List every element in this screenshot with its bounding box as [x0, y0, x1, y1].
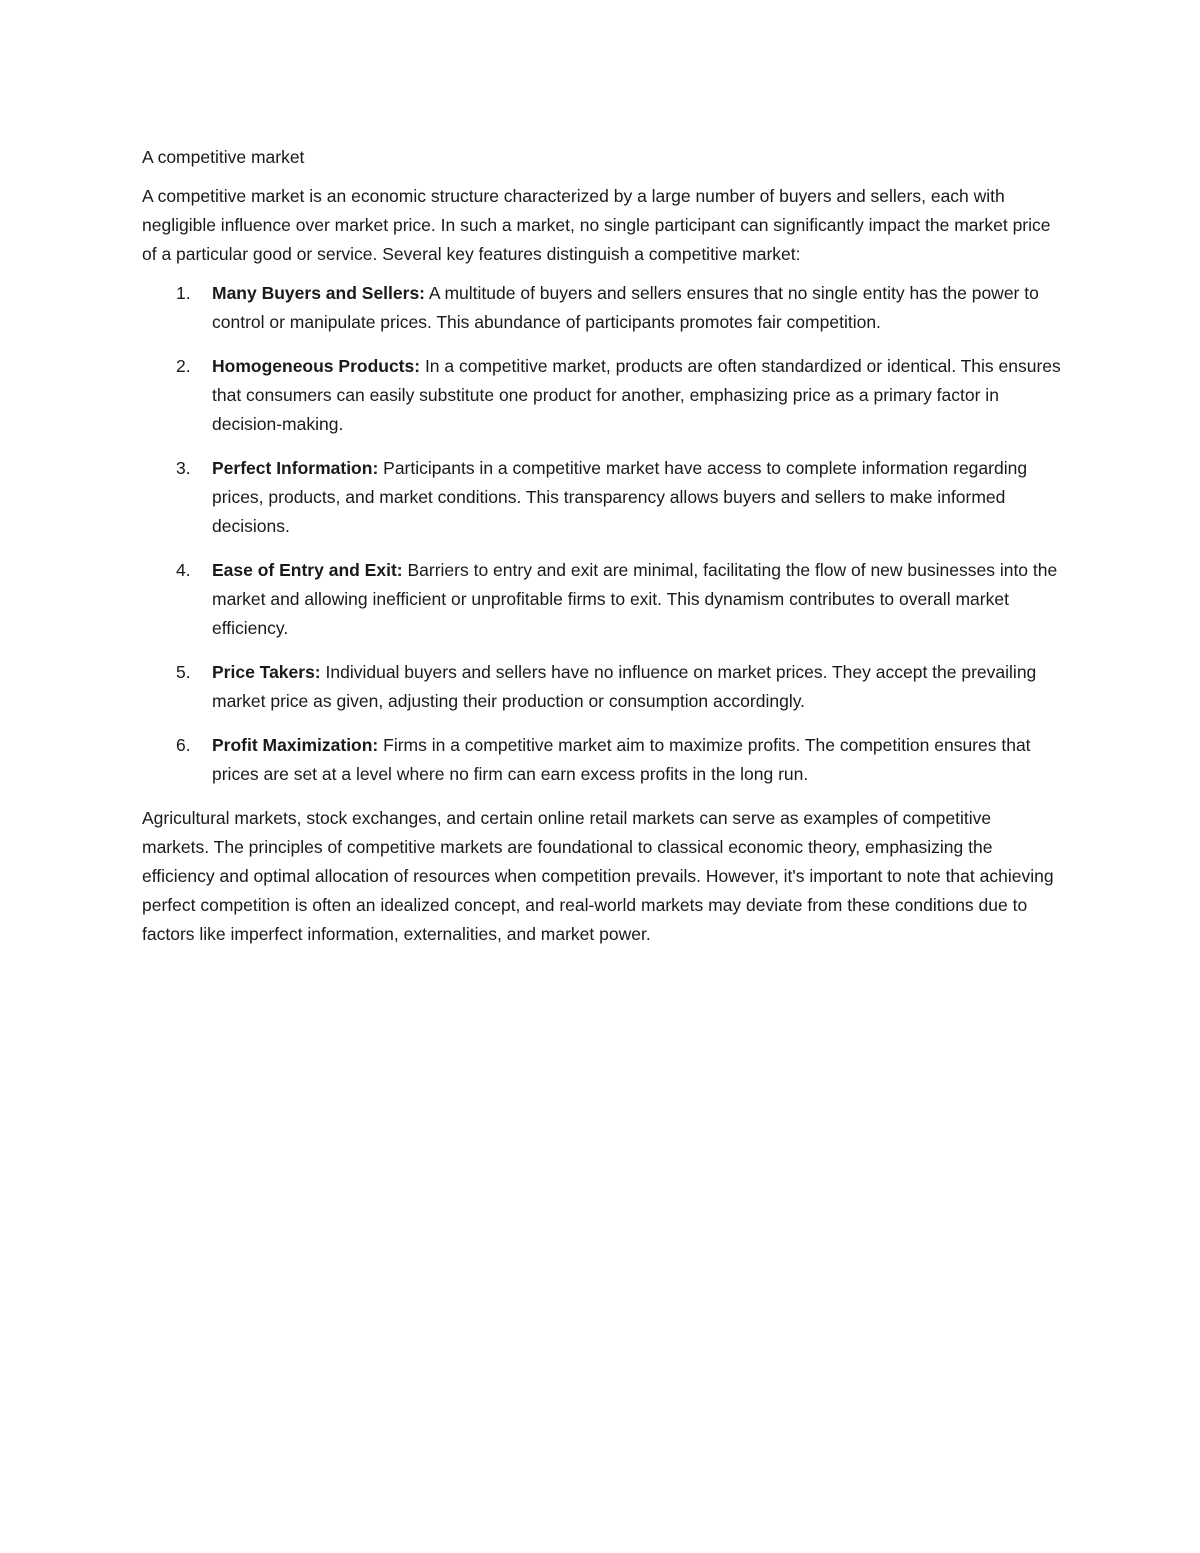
- feature-term: Profit Maximization:: [212, 735, 379, 755]
- feature-term: Price Takers:: [212, 662, 321, 682]
- feature-item-price-takers: [142, 658, 1062, 716]
- feature-list: [142, 279, 1062, 789]
- list-number: 6.: [176, 735, 191, 755]
- document-title: A competitive market: [142, 147, 305, 167]
- feature-item-ease-of-entry-and-exit: [142, 556, 1062, 643]
- feature-item-homogeneous-products: [142, 352, 1062, 439]
- list-number: 5.: [176, 662, 191, 682]
- conclusion-paragraph: Agricultural markets, stock exchanges, and certain online retail markets can serve as examples of competitive markets. The principles of competitive markets are foundational to classical economic theory, emphasizing the efficiency and optimal allocation of resources when competition prevails. However, it's important to note that achieving perfect competition is often an idealized concept, and real-world markets may deviate from these conditions due to factors like imperfect information, externalities, and market power.: [142, 808, 1054, 944]
- feature-term: Ease of Entry and Exit:: [212, 560, 403, 580]
- feature-description: In a competitive market, products are often standardized or identical. This ensures that consumers can easily substitute one product for another, emphasizing price as a primary factor in decision-making.: [212, 356, 1061, 434]
- list-number: 1.: [176, 283, 191, 303]
- feature-item-profit-maximization: [142, 731, 1062, 789]
- feature-description: Individual buyers and sellers have no influence on market prices. They accept the prevailing market price as given, adjusting their production or consumption accordingly.: [212, 662, 1037, 711]
- feature-description: A multitude of buyers and sellers ensures that no single entity has the power to control or manipulate prices. This abundance of participants promotes fair competition.: [212, 283, 1039, 332]
- feature-description: Participants in a competitive market have access to complete information regarding prices, products, and market conditions. This transparency allows buyers and sellers to make informed decisions.: [212, 458, 1028, 536]
- list-number: 2.: [176, 356, 191, 376]
- feature-description: Firms in a competitive market aim to maximize profits. The competition ensures that prices are set at a level where no firm can earn excess profits in the long run.: [212, 735, 1031, 784]
- feature-term: Perfect Information:: [212, 458, 379, 478]
- intro-paragraph: A competitive market is an economic structure characterized by a large number of buyers and sellers, each with negligible influence over market price. In such a market, no single participant can significantly impact the market price of a particular good or service. Several key features distinguish a competitive market:: [142, 186, 1051, 264]
- feature-term: Many Buyers and Sellers:: [212, 283, 425, 303]
- document-page: [142, 143, 1062, 949]
- feature-item-many-buyers-and-sellers: [142, 279, 1062, 337]
- list-number: 4.: [176, 560, 191, 580]
- feature-item-perfect-information: [142, 454, 1062, 541]
- feature-term: Homogeneous Products:: [212, 356, 421, 376]
- list-number: 3.: [176, 458, 191, 478]
- feature-description: Barriers to entry and exit are minimal, facilitating the flow of new businesses into the market and allowing inefficient or unprofitable firms to exit. This dynamism contributes to overall market efficiency.: [212, 560, 1058, 638]
